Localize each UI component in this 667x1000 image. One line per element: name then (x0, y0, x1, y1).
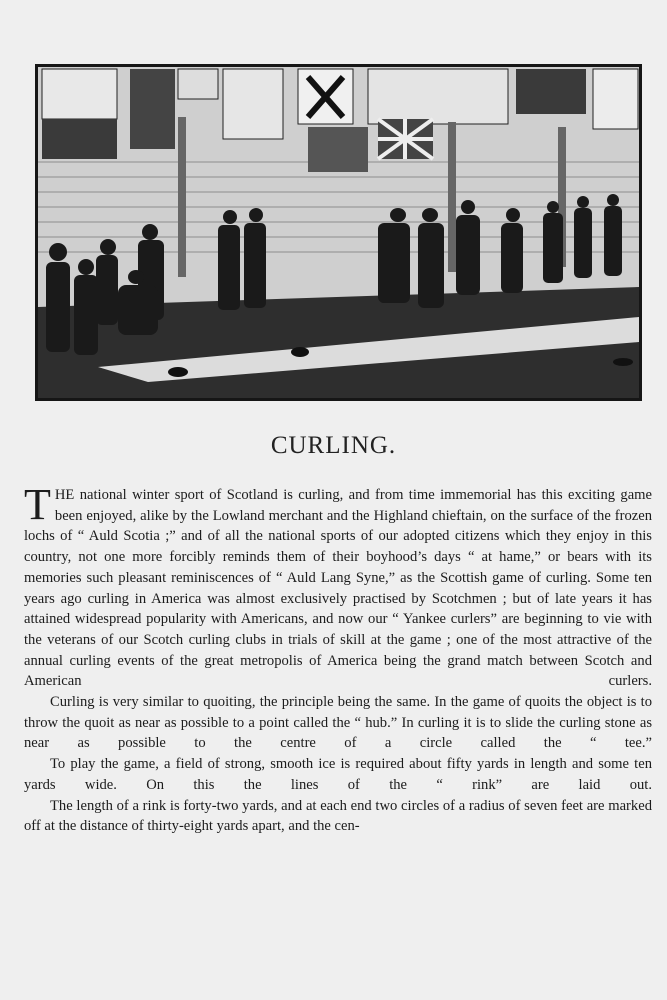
paragraph-3: To play the game, a field of strong, smooth ice is required about fifty yards in length and some ten yards wide. On this the lines of the “ rink” are laid out. (24, 756, 652, 793)
article-body (24, 480, 652, 837)
drop-cap: T (24, 480, 51, 529)
paragraph-1 (24, 480, 652, 692)
paragraph-4: The length of a rink is forty-two yards, and at each end two circles of a radius of seven feet are marked off at the distance of thirty-eight yards apart, and the cen- (24, 797, 652, 835)
curling-illustration (35, 64, 642, 401)
curling-scene-engraving-icon (38, 67, 639, 398)
paragraph-2: Curling is very similar to quoiting, the principle being the same. In the game of quoits the object is to throw the quoit as near as possible to a point called the “ hub.” In curling it is to slide the curling stone as near as possible to the centre of a circle called the “ tee.” (24, 694, 652, 752)
page-title: CURLING. (270, 432, 397, 459)
paragraph-1-text: HE national winter sport of Scotland is curling, and from time immemorial has this exciting game been enjoyed, alike by the Lowland merchant and the Highland chieftain, on the surface of the frozen lochs of “ Auld Scotia ;” and of all the national sports of our adopted citizens which they enjoy in this country, not one more forcibly reminds them of their boyhood’s days “ at hame,” or bears with its memories such pleasant reminiscences of “ Auld Lang Syne,” as the Scottish game of curling. Some ten years ago curling in America was almost exclusively practised by Scotchmen ; but of late years it has attained widespread popularity with Americans, and now our “ Yankee curlers” are beginning to vie with the veterans of our Scotch curling clubs in trials of skill at the game ; one of the most attractive of the annual curling events of the great metropolis of America being the grand match between Scotch and American curlers. (24, 487, 652, 690)
